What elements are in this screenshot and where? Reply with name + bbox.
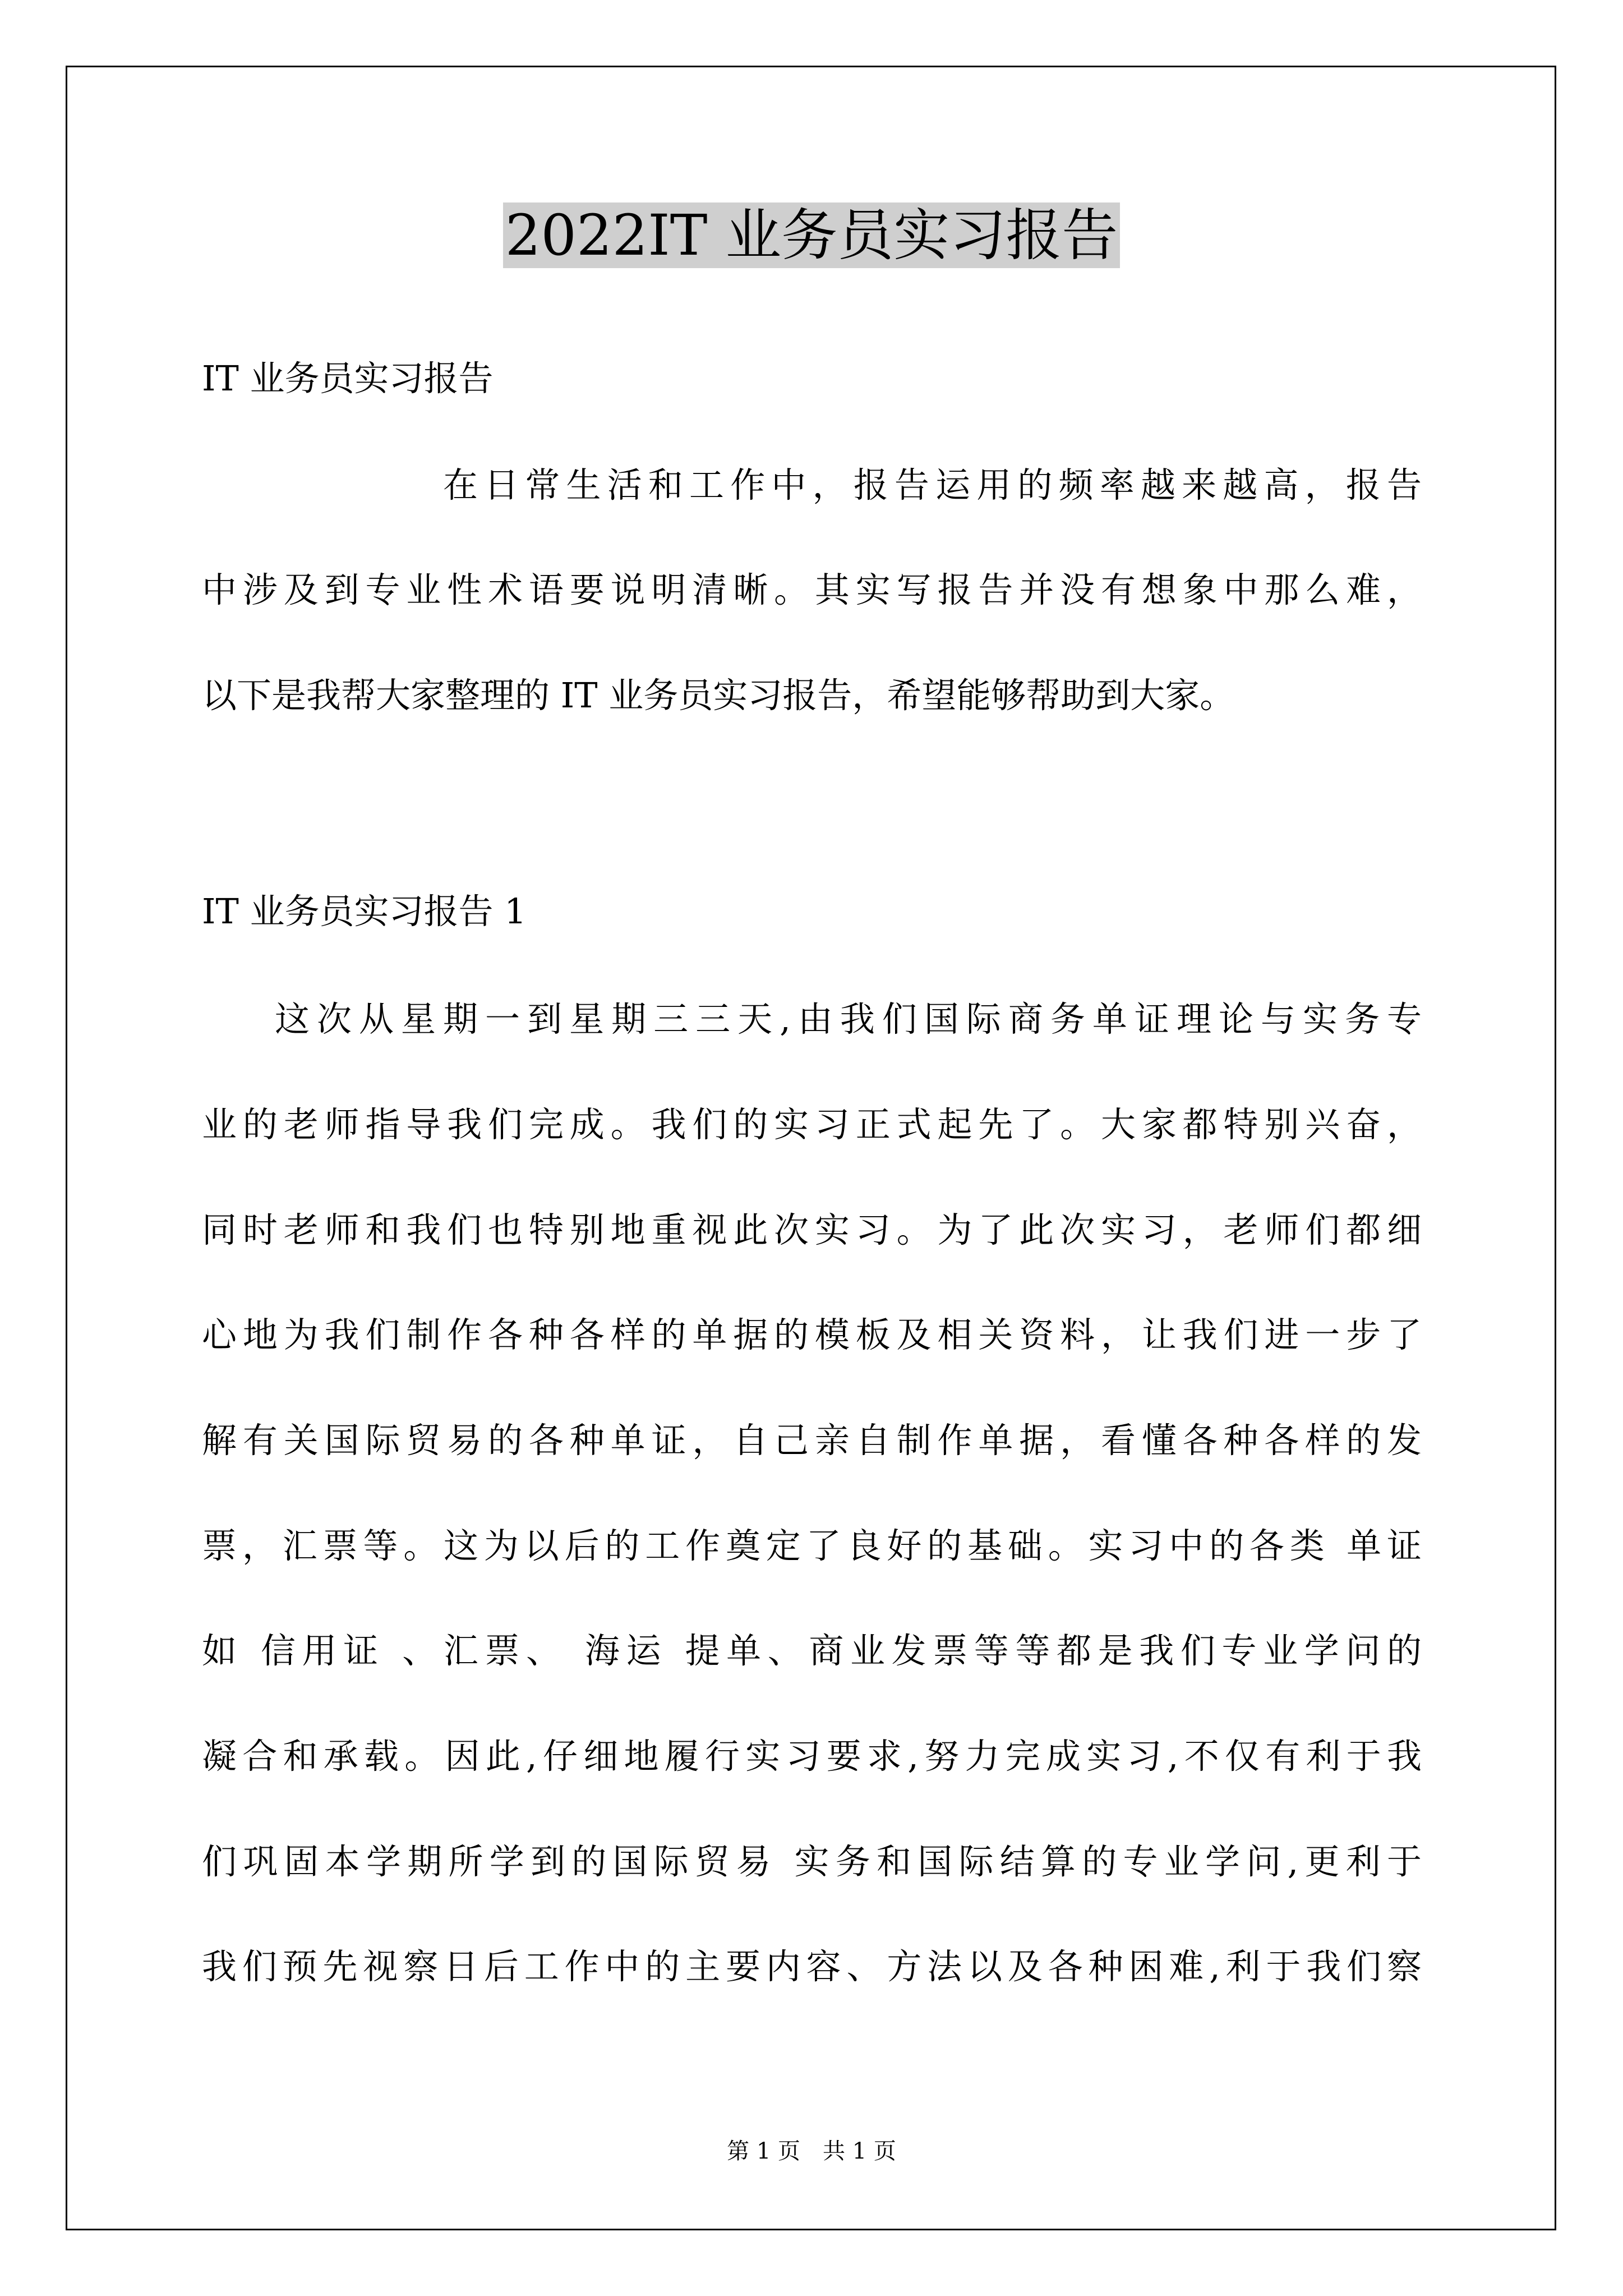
- report-subtitle: IT 业务员实习报告: [202, 358, 494, 399]
- body-line: 我们预先视察日后工作中的主要内容、方法以及各种困难,利于我们察: [202, 1946, 1422, 1987]
- intro-line-2: 中涉及到专业性术语要说明清晰。其实写报告并没有想象中那么难，: [202, 569, 1422, 610]
- body-line: 票，汇票等。这为以后的工作奠定了良好的基础。实习中的各类 单证: [202, 1525, 1422, 1566]
- document-title: [0, 199, 1623, 272]
- intro-line-3: 以下是我帮大家整理的 IT 业务员实习报告，希望能够帮助到大家。: [202, 675, 1235, 716]
- document-title-text: 2022IT 业务员实习报告: [503, 203, 1120, 268]
- body-line: 解有关国际贸易的各种单证，自己亲自制作单据，看懂各种各样的发: [202, 1420, 1422, 1461]
- body-line: 业的老师指导我们完成。我们的实习正式起先了。大家都特别兴奋，: [202, 1104, 1422, 1145]
- page-number-footer: 第 1 页 共 1 页: [727, 2138, 896, 2164]
- body-line: 这次从星期一到星期三三天,由我们国际商务单证理论与实务专: [275, 999, 1422, 1039]
- body-line: 同时老师和我们也特别地重视此次实习。为了此次实习，老师们都细: [202, 1209, 1422, 1250]
- body-line: 心地为我们制作各种各样的单据的模板及相关资料，让我们进一步了: [202, 1314, 1422, 1355]
- intro-line-1: 在日常生活和工作中，报告运用的频率越来越高，报告: [443, 464, 1422, 505]
- body-line: 们巩固本学期所学到的国际贸易 实务和国际结算的专业学问,更利于: [202, 1841, 1422, 1882]
- body-line: 凝合和承载。因此,仔细地履行实习要求,努力完成实习,不仅有利于我: [202, 1736, 1422, 1777]
- body-line: 如 信用证 、汇票、 海运 提单、商业发票等等都是我们专业学问的: [202, 1630, 1422, 1671]
- section-heading: IT 业务员实习报告 1: [202, 891, 527, 932]
